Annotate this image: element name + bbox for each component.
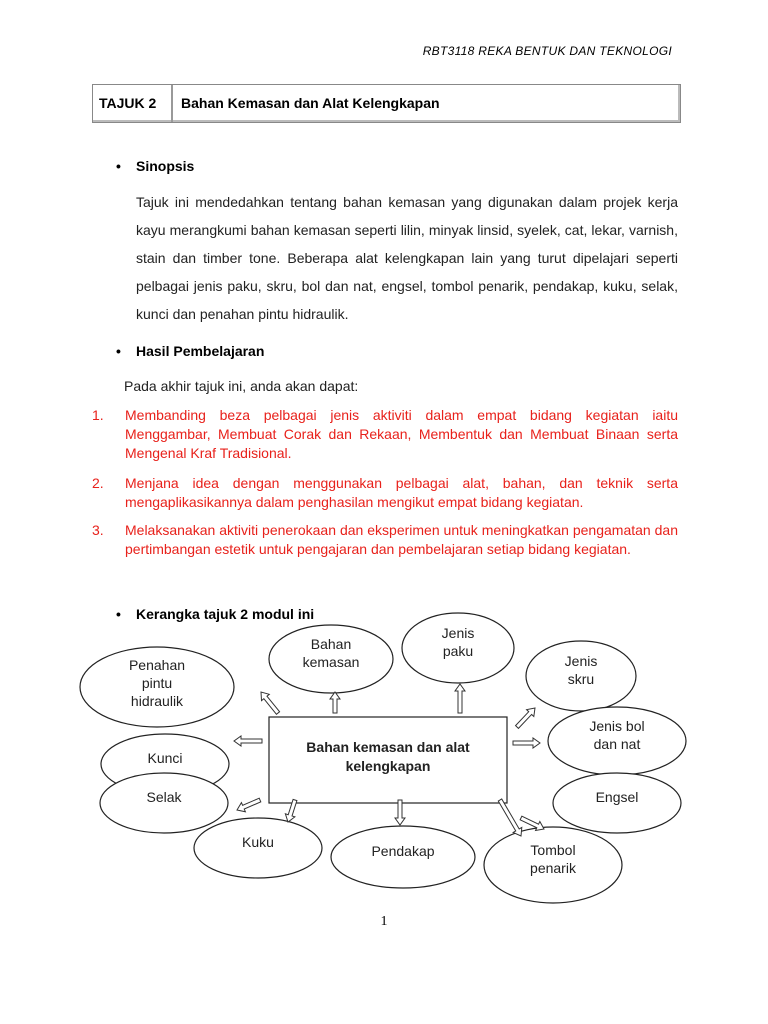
outcome-number: 1. (92, 407, 104, 423)
center-label: Bahan kemasan dan alat (306, 739, 470, 755)
node-label: Jenis (441, 625, 475, 641)
arrow-icon (234, 736, 262, 746)
center-label: kelengkapan (345, 758, 431, 774)
arrow-icon (237, 798, 261, 812)
arrow-icon (455, 684, 465, 713)
node-label: dan nat (593, 736, 641, 752)
node-label: hidraulik (130, 693, 184, 709)
sinopsis-heading: • Sinopsis (116, 158, 195, 174)
hasil-heading-text: Hasil Pembelajaran (136, 343, 265, 359)
page-number: 1 (380, 914, 388, 929)
sinopsis-text: Tajuk ini mendedahkan tentang bahan kemasan yang digunakan dalam projek kerja kayu merangkumi bahan kemasan seperti lilin, minyak linsid, syelek, cat, lekar, varnish, stain dan timber tone. Beberapa alat kelengkapan lain yang turut dipelajari seperti pelbagai jenis paku, skru, bol dan nat, engsel, tombol penarik, pendakap, kuku, selak, kunci dan penahan pintu hidraulik. (136, 194, 678, 322)
arrow-icon (513, 738, 540, 748)
arrow-icon (395, 800, 405, 825)
outcome-number: 2. (92, 475, 104, 491)
node-label: Jenis bol (589, 718, 645, 734)
node-label: penarik (530, 860, 576, 876)
node-label: skru (567, 671, 595, 687)
node-label: Kunci (147, 750, 183, 766)
arrow-icon (498, 799, 522, 836)
hasil-heading: • Hasil Pembelajaran (116, 343, 265, 359)
node-label: Bahan (310, 636, 352, 652)
node-label: Pendakap (371, 843, 435, 859)
kerangka-heading: • Kerangka tajuk 2 modul ini (116, 606, 315, 622)
node-label: Engsel (595, 789, 639, 805)
node-label: Kuku (242, 834, 274, 850)
topic-title: Bahan Kemasan dan Alat Kelengkapan (181, 95, 440, 111)
node-label: Penahan (128, 657, 186, 673)
node-label: Jenis (564, 653, 598, 669)
running-header: RBT3118 REKA BENTUK DAN TEKNOLOGI (422, 44, 672, 58)
arrow-icon (516, 708, 535, 728)
node-label: kemasan (302, 654, 360, 670)
node-label: paku (442, 643, 474, 659)
hasil-intro: Pada akhir tajuk ini, anda akan dapat: (124, 378, 359, 394)
kerangka-heading-text: Kerangka tajuk 2 modul ini (136, 606, 315, 622)
outcome-text: Membanding beza pelbagai jenis aktiviti dalam empat bidang kegiatan iaitu Menggambar, Membuat Corak dan Rekaan, Membentuk dan Membuat Binaan serta Mengenal Kraf Tradisional. (125, 407, 678, 461)
arrow-icon (330, 692, 340, 713)
arrow-icon (261, 692, 280, 714)
node-label: pintu (141, 675, 173, 691)
sinopsis-heading-text: Sinopsis (136, 158, 195, 174)
topic-number: TAJUK 2 (93, 85, 173, 122)
outcome-text: Menjana idea dengan menggunakan pelbagai alat, bahan, dan teknik serta mengaplikasikannya dalam penghasilan mengikut empat bidang kegiatan. (125, 475, 678, 510)
node-label: Selak (146, 789, 182, 805)
outcome-text: Melaksanakan aktiviti penerokaan dan eksperimen untuk meningkatkan pengamatan dan pertimbangan estetik untuk pengajaran dan pembelajaran setiap bidang kegiatan. (125, 522, 678, 557)
outcome-number: 3. (92, 522, 104, 538)
node-label: Tombol (530, 842, 576, 858)
